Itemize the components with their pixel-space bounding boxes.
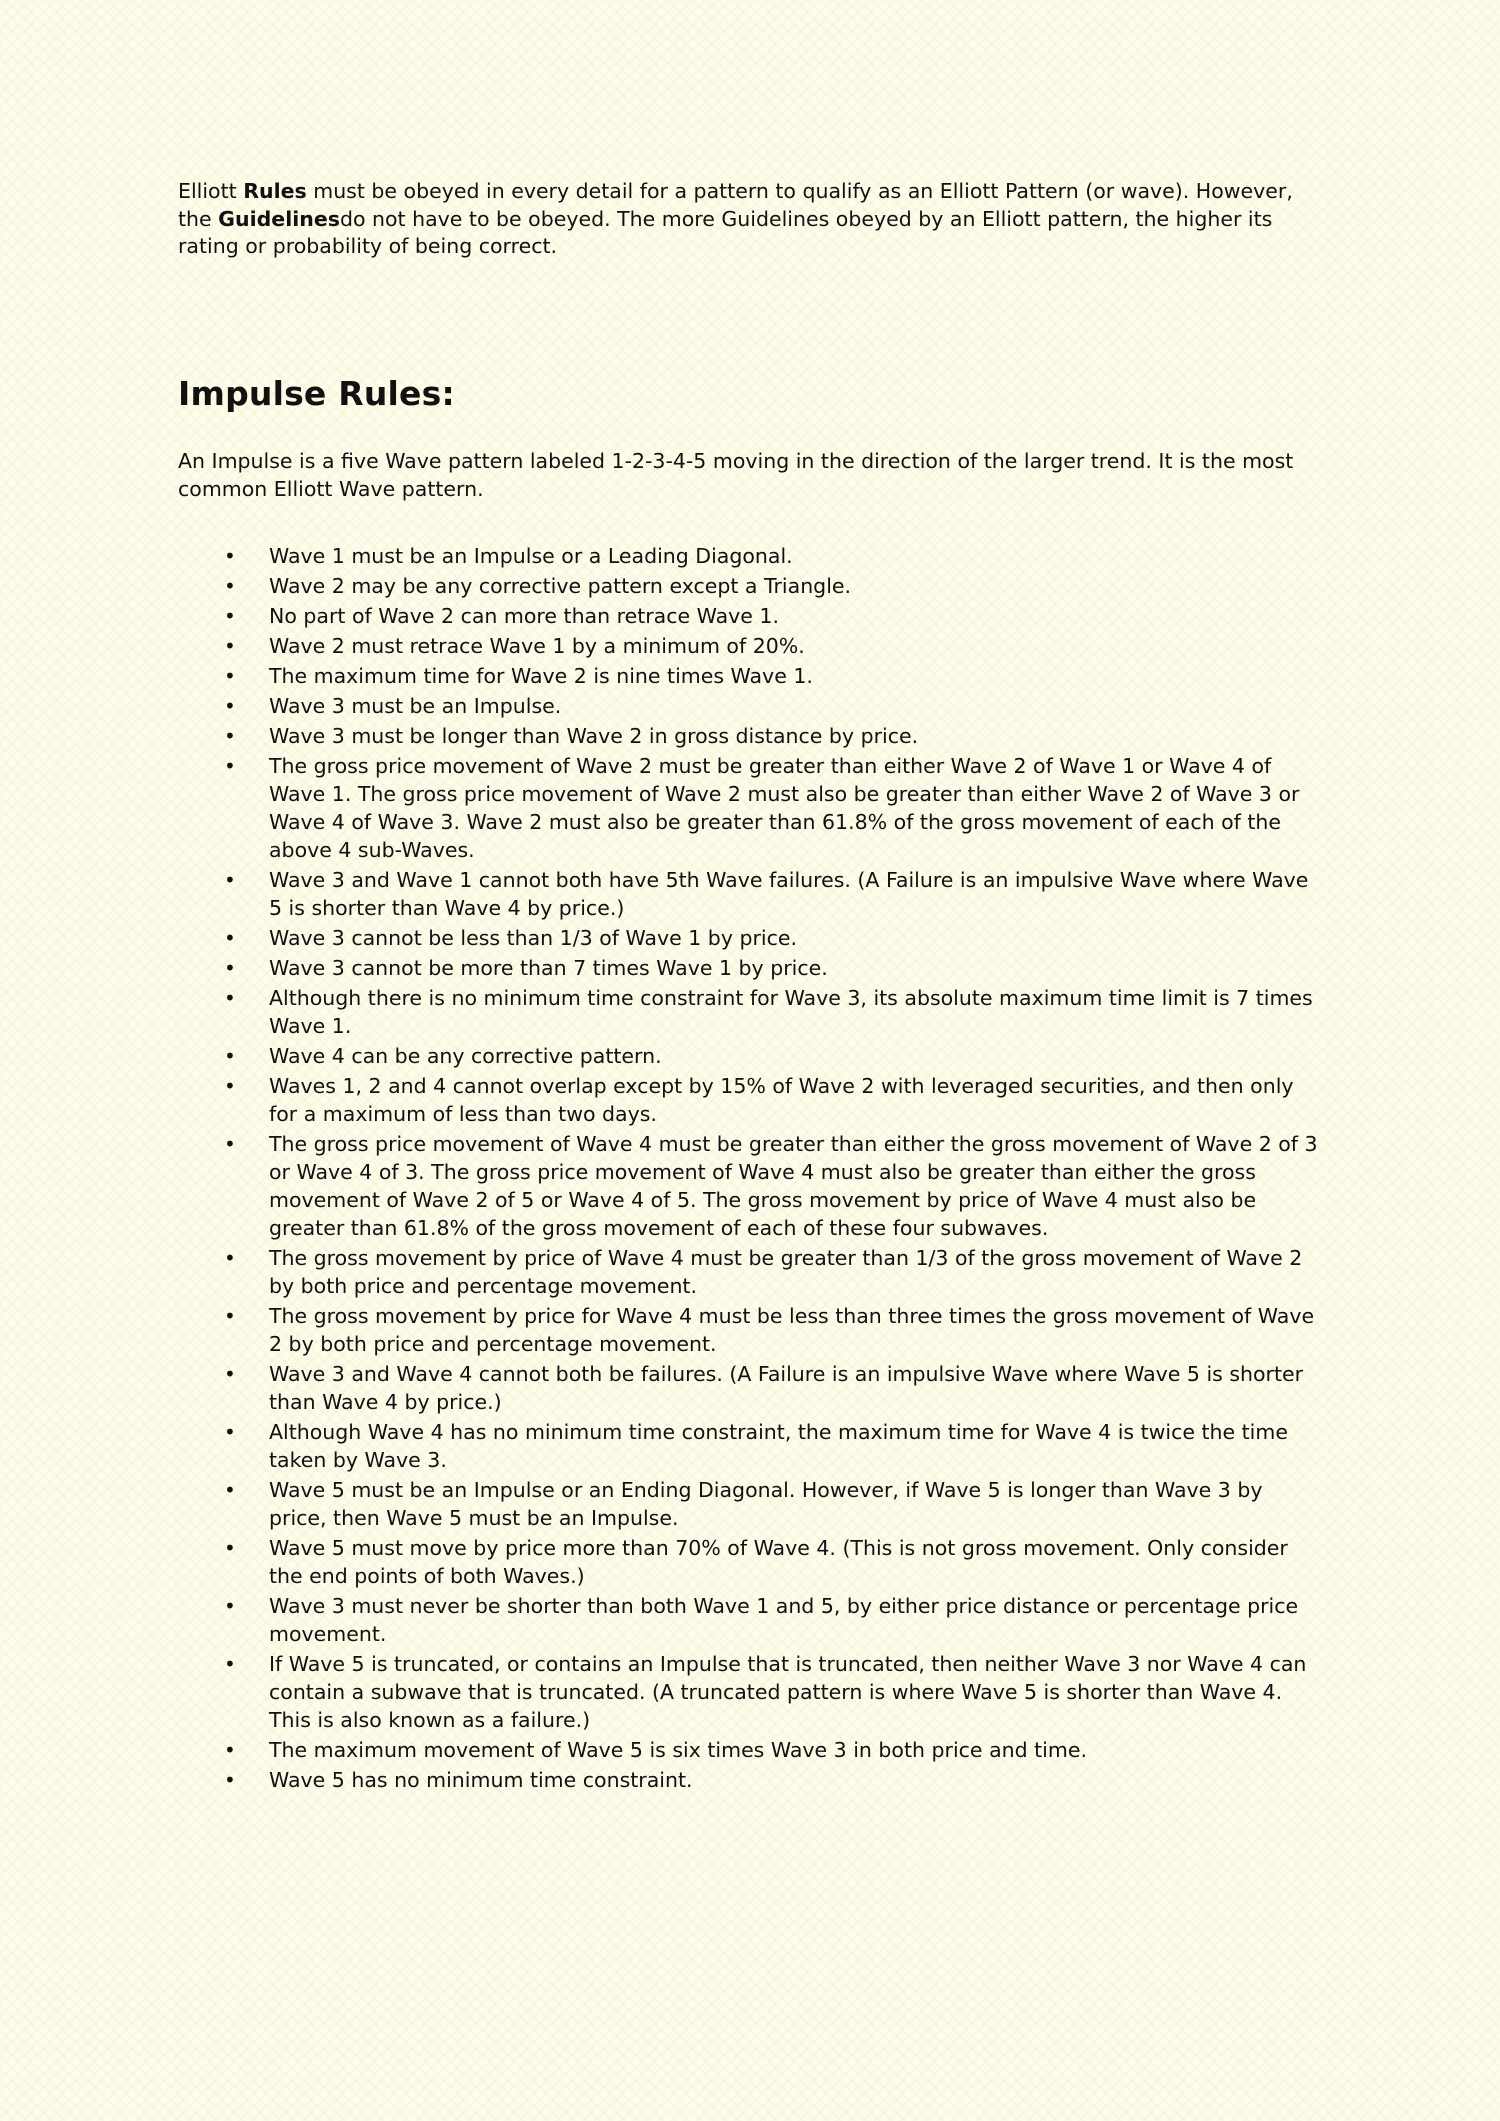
rule-text: Waves 1, 2 and 4 cannot overlap except by 15% of Wave 2 with leveraged securities, and then only for a maximum of less than two days. xyxy=(269,1074,1294,1126)
rule-item xyxy=(178,1418,1323,1474)
rules-list xyxy=(178,542,1323,1796)
rule-text: Wave 3 must be longer than Wave 2 in gross distance by price. xyxy=(269,724,919,748)
rule-item xyxy=(178,1072,1323,1128)
bullet-icon: • xyxy=(224,1420,236,1444)
rule-item xyxy=(178,1302,1323,1358)
intro-text-3: do not have to be obeyed. The more Guidelines obeyed by an Elliott pattern, the higher its rating or probability of being correct. xyxy=(178,206,1273,258)
intro-paragraph xyxy=(178,178,1323,261)
rule-text: Although Wave 4 has no minimum time constraint, the maximum time for Wave 4 is twice the time taken by Wave 3. xyxy=(269,1420,1288,1472)
bullet-icon: • xyxy=(224,868,236,892)
document-page xyxy=(178,178,1323,1792)
bullet-icon: • xyxy=(224,986,236,1010)
rule-text: Wave 3 and Wave 1 cannot both have 5th Wave failures. (A Failure is an impulsive Wave where Wave 5 is shorter than Wave 4 by price.) xyxy=(269,868,1309,920)
bullet-icon: • xyxy=(224,1536,236,1560)
rule-item xyxy=(178,1592,1323,1648)
rule-text: The maximum movement of Wave 5 is six times Wave 3 in both price and time. xyxy=(269,1738,1087,1762)
rule-text: Wave 3 must never be shorter than both Wave 1 and 5, by either price distance or percentage price movement. xyxy=(269,1594,1299,1646)
rule-text: The maximum time for Wave 2 is nine times Wave 1. xyxy=(269,664,813,688)
rule-text: Wave 1 must be an Impulse or a Leading Diagonal. xyxy=(269,544,793,568)
bullet-icon: • xyxy=(224,926,236,950)
rule-item xyxy=(178,662,1323,690)
bullet-icon: • xyxy=(224,956,236,980)
rule-item xyxy=(178,1130,1323,1242)
bullet-icon: • xyxy=(224,1044,236,1068)
rule-text: Wave 3 cannot be more than 7 times Wave 1 by price. xyxy=(269,956,828,980)
rule-text: Although there is no minimum time constraint for Wave 3, its absolute maximum time limit is 7 times Wave 1. xyxy=(269,986,1313,1038)
rule-item xyxy=(178,572,1323,600)
rule-text: The gross movement by price for Wave 4 must be less than three times the gross movement of Wave 2 by both price and percentage movement. xyxy=(269,1304,1315,1356)
rules-keyword: Rules xyxy=(243,179,307,203)
bullet-icon: • xyxy=(224,1594,236,1618)
bullet-icon: • xyxy=(224,1246,236,1270)
rule-text: Wave 5 has no minimum time constraint. xyxy=(269,1768,693,1792)
rule-item xyxy=(178,602,1323,630)
rule-item xyxy=(178,1650,1323,1734)
rule-item xyxy=(178,722,1323,750)
rule-item xyxy=(178,632,1323,660)
bullet-icon: • xyxy=(224,1074,236,1098)
rule-text: No part of Wave 2 can more than retrace Wave 1. xyxy=(269,604,779,628)
rule-text: The gross price movement of Wave 4 must be greater than either the gross movement of Wave 2 of 3 or Wave 4 of 3. The gross price movement of Wave 4 must also be greater than either the gross movement of Wave 2 of 5 or Wave 4 of 5. The gross movement by price of Wave 4 must also be greater than 61.8% of the gross movement of each of these four subwaves. xyxy=(269,1132,1318,1240)
bullet-icon: • xyxy=(224,1738,236,1762)
rule-text: The gross price movement of Wave 2 must be greater than either Wave 2 of Wave 1 or Wave 4 of Wave 1. The gross price movement of Wave 2 must also be greater than either Wave 2 of Wave 3 or Wave 4 of Wave 3. Wave 2 must also be greater than 61.8% of the gross movement of each of the above 4 sub-Waves. xyxy=(269,754,1300,862)
bullet-icon: • xyxy=(224,724,236,748)
guidelines-keyword: Guidelines xyxy=(218,206,340,231)
rule-text: Wave 3 cannot be less than 1/3 of Wave 1 by price. xyxy=(269,926,798,950)
rule-item xyxy=(178,1244,1323,1300)
bullet-icon: • xyxy=(224,1362,236,1386)
intro-text-2: must be obeyed in every detail for a pattern to qualify as an Elliott Pattern (or wave). However, the xyxy=(178,179,1293,231)
rule-item xyxy=(178,692,1323,720)
section-heading: Impulse Rules: xyxy=(178,374,455,413)
rule-text: Wave 2 must retrace Wave 1 by a minimum of 20%. xyxy=(269,634,805,658)
bullet-icon: • xyxy=(224,544,236,568)
rule-item xyxy=(178,1042,1323,1070)
bullet-icon: • xyxy=(224,664,236,688)
rule-item xyxy=(178,984,1323,1040)
bullet-icon: • xyxy=(224,1768,236,1792)
rule-text: Wave 2 may be any corrective pattern except a Triangle. xyxy=(269,574,852,598)
bullet-icon: • xyxy=(224,1652,236,1676)
rule-text: Wave 3 must be an Impulse. xyxy=(269,694,562,718)
bullet-icon: • xyxy=(224,1132,236,1156)
bullet-icon: • xyxy=(224,1304,236,1328)
rule-item xyxy=(178,542,1323,570)
bullet-icon: • xyxy=(224,1478,236,1502)
rule-item xyxy=(178,1766,1323,1794)
rule-item xyxy=(178,1360,1323,1416)
rule-item xyxy=(178,1476,1323,1532)
rule-item xyxy=(178,1736,1323,1764)
rule-item xyxy=(178,752,1323,864)
bullet-icon: • xyxy=(224,694,236,718)
bullet-icon: • xyxy=(224,754,236,778)
rule-text: Wave 3 and Wave 4 cannot both be failures. (A Failure is an impulsive Wave where Wave 5 is shorter than Wave 4 by price.) xyxy=(269,1362,1304,1414)
rule-item xyxy=(178,1534,1323,1590)
bullet-icon: • xyxy=(224,634,236,658)
rule-item xyxy=(178,866,1323,922)
rule-item xyxy=(178,954,1323,982)
rule-text: Wave 5 must move by price more than 70% of Wave 4. (This is not gross movement. Only consider the end points of both Waves.) xyxy=(269,1536,1288,1588)
rule-text: If Wave 5 is truncated, or contains an Impulse that is truncated, then neither Wave 3 nor Wave 4 can contain a subwave that is truncated. (A truncated pattern is where Wave 5 is shorter than Wave 4. This is also known as a failure.) xyxy=(269,1652,1307,1732)
section-description: An Impulse is a five Wave pattern labeled 1-2-3-4-5 moving in the direction of the larger trend. It is the most common Elliott Wave pattern. xyxy=(178,449,1294,501)
rule-text: The gross movement by price of Wave 4 must be greater than 1/3 of the gross movement of Wave 2 by both price and percentage movement. xyxy=(269,1246,1303,1298)
rule-text: Wave 5 must be an Impulse or an Ending Diagonal. However, if Wave 5 is longer than Wave 3 by price, then Wave 5 must be an Impulse. xyxy=(269,1478,1263,1530)
rule-item xyxy=(178,924,1323,952)
bullet-icon: • xyxy=(224,604,236,628)
bullet-icon: • xyxy=(224,574,236,598)
intro-text-1: Elliott xyxy=(178,179,244,203)
rule-text: Wave 4 can be any corrective pattern. xyxy=(269,1044,662,1068)
